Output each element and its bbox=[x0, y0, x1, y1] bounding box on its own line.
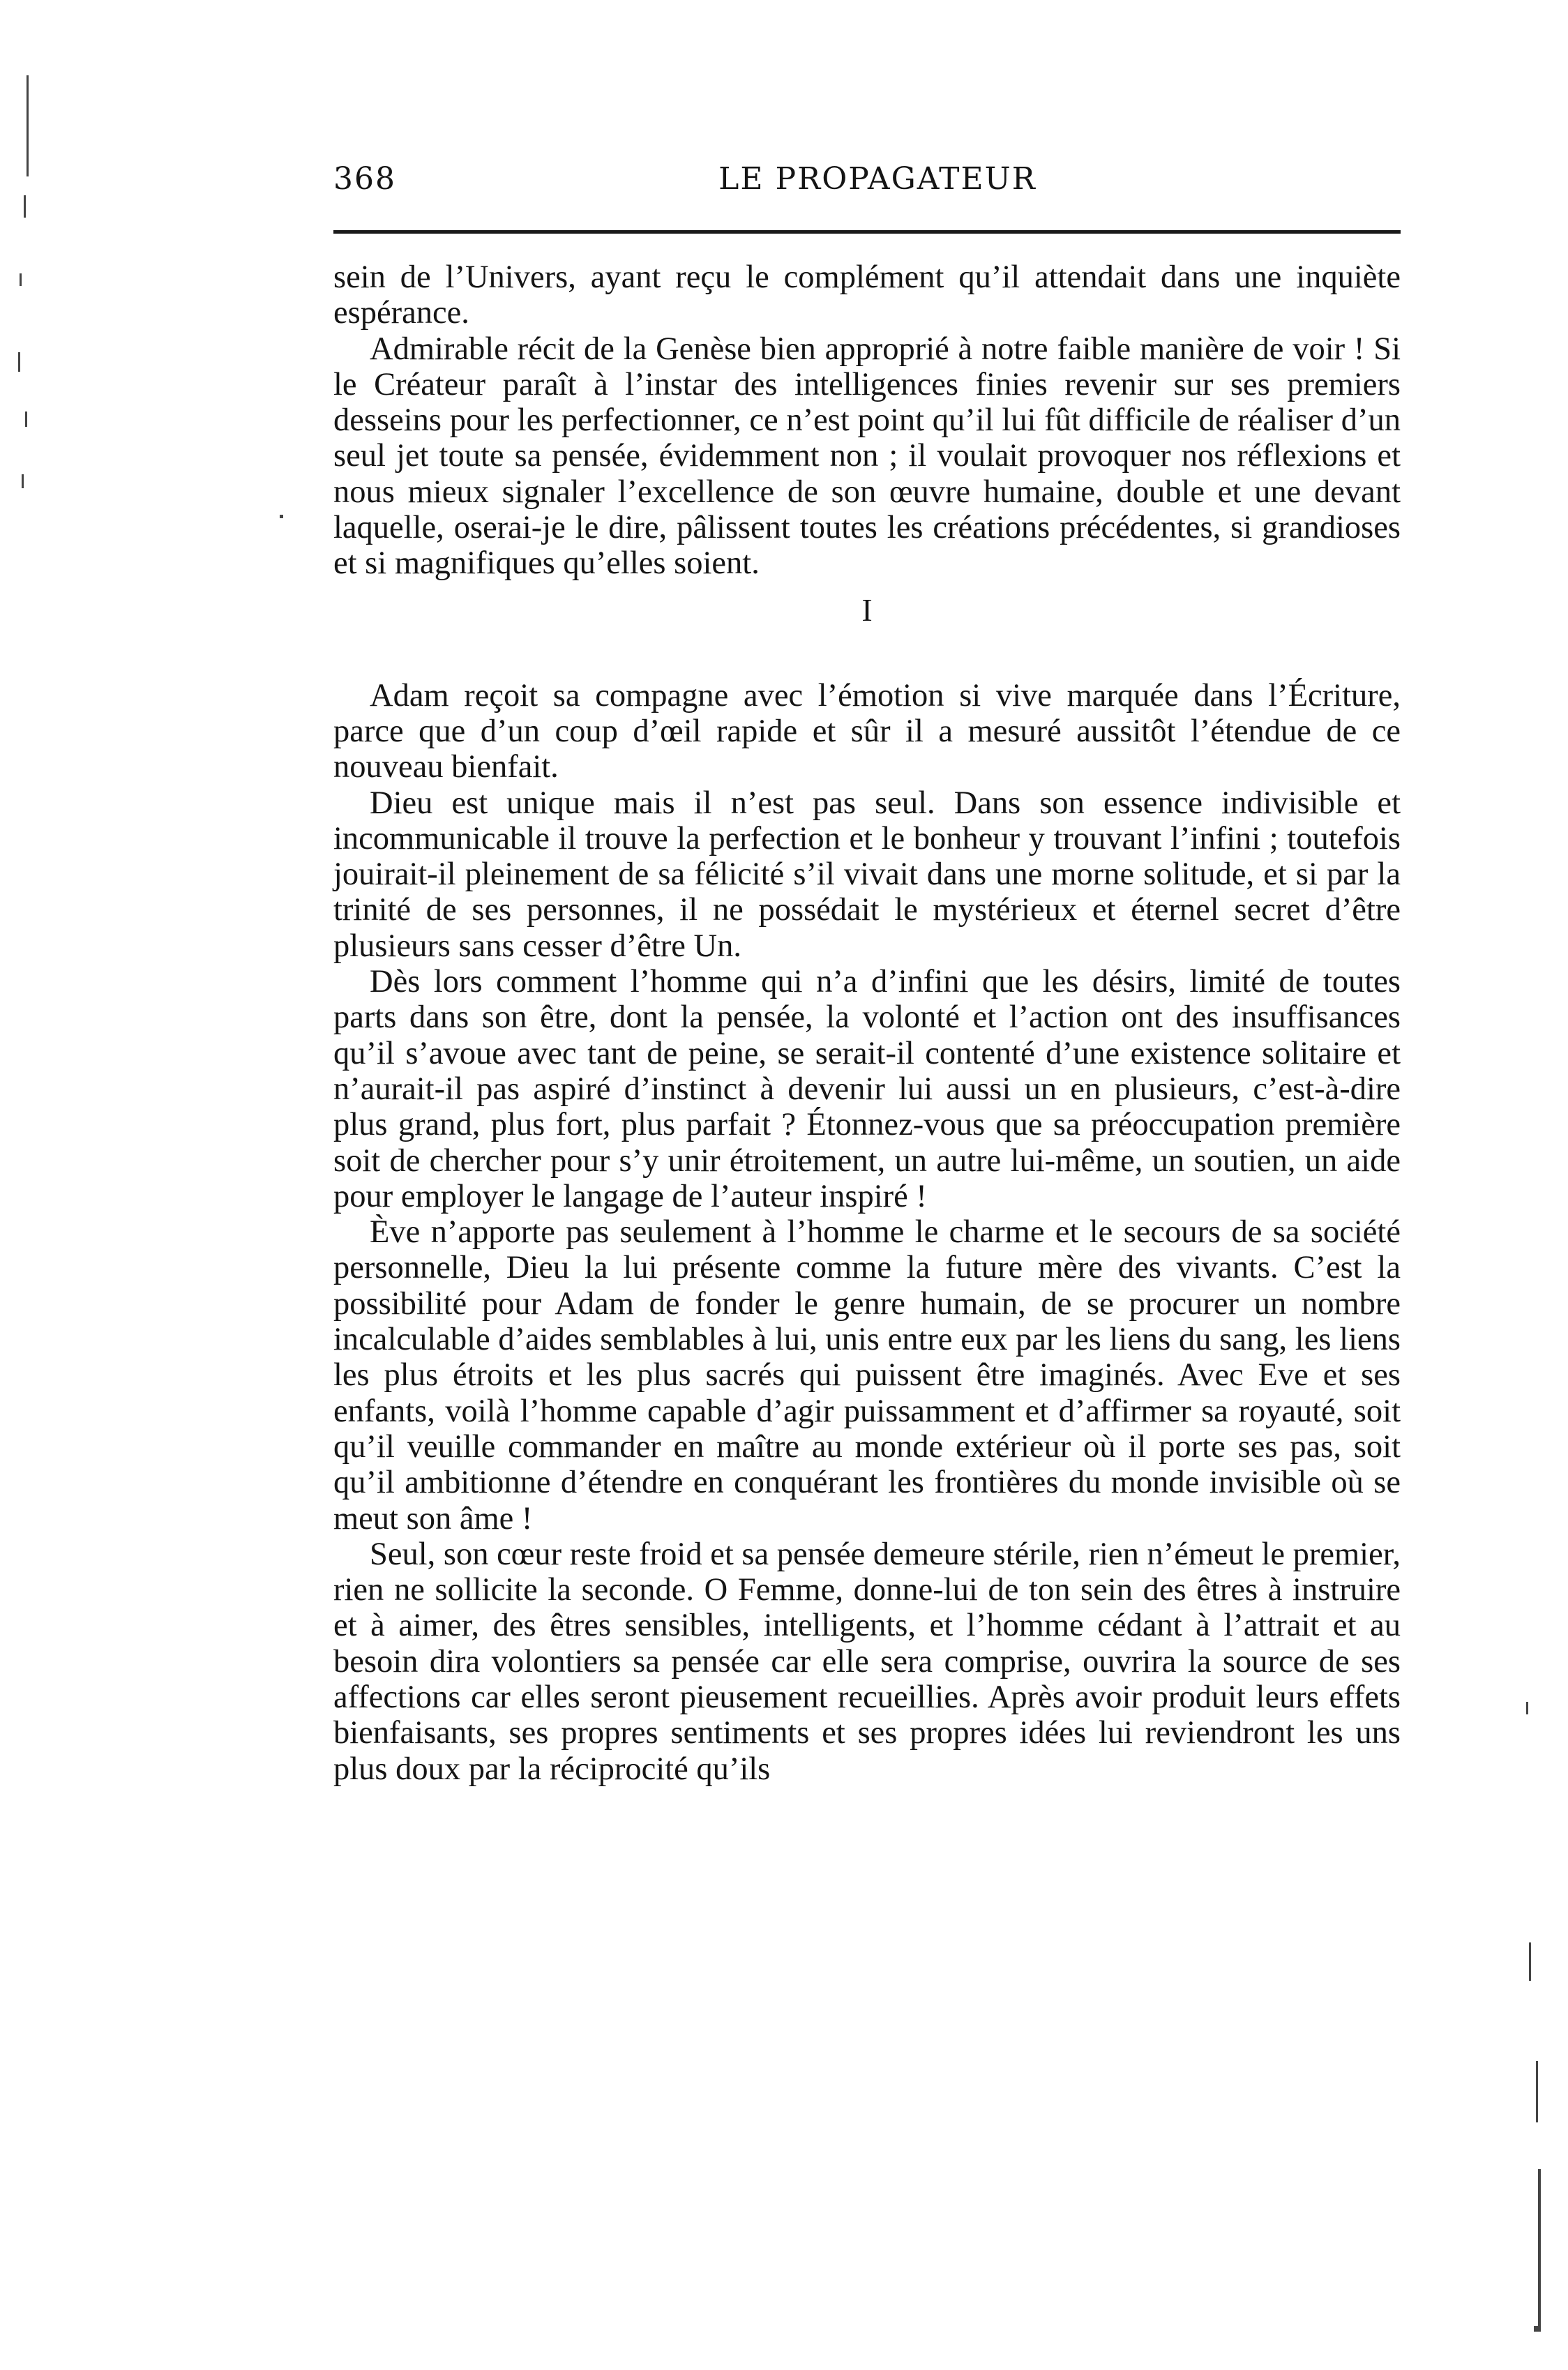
scan-margin-mark bbox=[1534, 2326, 1541, 2332]
scan-margin-mark bbox=[1538, 2169, 1541, 2330]
scan-margin-mark bbox=[22, 474, 24, 488]
body-text bbox=[333, 259, 1401, 1787]
page-header bbox=[333, 155, 1401, 204]
scan-margin-mark bbox=[27, 75, 29, 176]
scan-margin-mark bbox=[1526, 1702, 1528, 1714]
page-number: 368 bbox=[333, 161, 396, 197]
scan-margin-mark bbox=[24, 195, 26, 218]
scan-margin-mark bbox=[18, 352, 20, 372]
scan-margin-mark bbox=[280, 515, 283, 518]
paragraph: Admirable récit de la Genèse bien approprié à notre faible manière de voir ! Si le Créateur paraît à l’instar des intelligences finies revenir sur ses premiers desseins pour les perfectionner, ce n’est point qu’il lui fût difficile de réaliser d’un seul jet toute sa pensée, évidemment non ; il voulait provoquer nos réflexions et nous mieux signaler l’excellence de son œuvre humaine, double et une devant laquelle, oserai-je le dire, pâlissent toutes les créations précédentes, si grandioses et si magnifiques qu’elles soient. bbox=[333, 331, 1401, 582]
paragraph: Ève n’apporte pas seulement à l’homme le charme et le secours de sa société personnelle, Dieu la lui présente comme la future mère des vivants. C’est la possibilité pour Adam de fonder le genre humain, de se procurer un nombre incalculable d’aides semblables à lui, unis entre eux par les liens du sang, les liens les plus étroits et les plus sacrés qui puissent être imaginés. Avec Eve et ses enfants, voilà l’homme capable d’agir puissamment et d’affirmer sa royauté, soit qu’il veuille commander en maître au monde extérieur où il porte ses pas, soit qu’il ambitionne d’étendre en conquérant les frontières du monde invisible où se meut son âme ! bbox=[333, 1214, 1401, 1537]
scan-margin-mark bbox=[25, 412, 27, 427]
scan-margin-mark bbox=[1536, 2061, 1538, 2122]
paragraph: Seul, son cœur reste froid et sa pensée demeure stérile, rien n’émeut le premier, rien ne sollicite la seconde. O Femme, donne-lui de ton sein des êtres à instruire et à aimer, des êtres sensibles, intelligents, et l’homme cédant à l’attrait et au besoin dira volontiers sa pensée car elle sera comprise, ouvrira la source de ses affections car elles seront pieusement recueillies. Après avoir produit leurs effets bienfaisants, ses propres sentiments et ses propres idées lui reviendront les uns plus doux par la réciprocité qu’ils bbox=[333, 1536, 1401, 1787]
paragraph: Adam reçoit sa compagne avec l’émotion si vive marquée dans l’Écriture, parce que d’un coup d’œil rapide et sûr il a mesuré aussitôt l’étendue de ce nouveau bienfait. bbox=[333, 677, 1401, 785]
running-title: LE PROPAGATEUR bbox=[718, 161, 1036, 197]
header-rule bbox=[333, 230, 1401, 234]
scan-margin-mark bbox=[1529, 1942, 1531, 1981]
section-number: I bbox=[861, 591, 873, 628]
paragraph: Dieu est unique mais il n’est pas seul. Dans son essence indivisible et incommunicable il trouve la perfection et le bonheur y trouvant l’infini ; toutefois jouirait-il pleinement de sa félicité s’il vivait dans une morne solitude, et si par la trinité de ses personnes, il ne possédait le mystérieux et éternel secret d’être plusieurs sans cesser d’être Un. bbox=[333, 785, 1401, 964]
scan-margin-mark bbox=[20, 273, 22, 286]
paragraph: sein de l’Univers, ayant reçu le complément qu’il attendait dans une inquiète espérance. bbox=[333, 259, 1401, 331]
paragraph: Dès lors comment l’homme qui n’a d’infini que les désirs, limité de toutes parts dans son être, dont la pensée, la volonté et l’action ont des insuffisances qu’il s’avoue avec tant de peine, se serait-il contenté d’une existence solitaire et n’aurait-il pas aspiré d’instinct à devenir lui aussi un en plusieurs, c’est-à-dire plus grand, plus fort, plus parfait ? Étonnez-vous que sa préoccupation première soit de chercher pour s’y unir étroitement, un autre lui-même, un soutien, un aide pour employer le langage de l’auteur inspiré ! bbox=[333, 964, 1401, 1214]
